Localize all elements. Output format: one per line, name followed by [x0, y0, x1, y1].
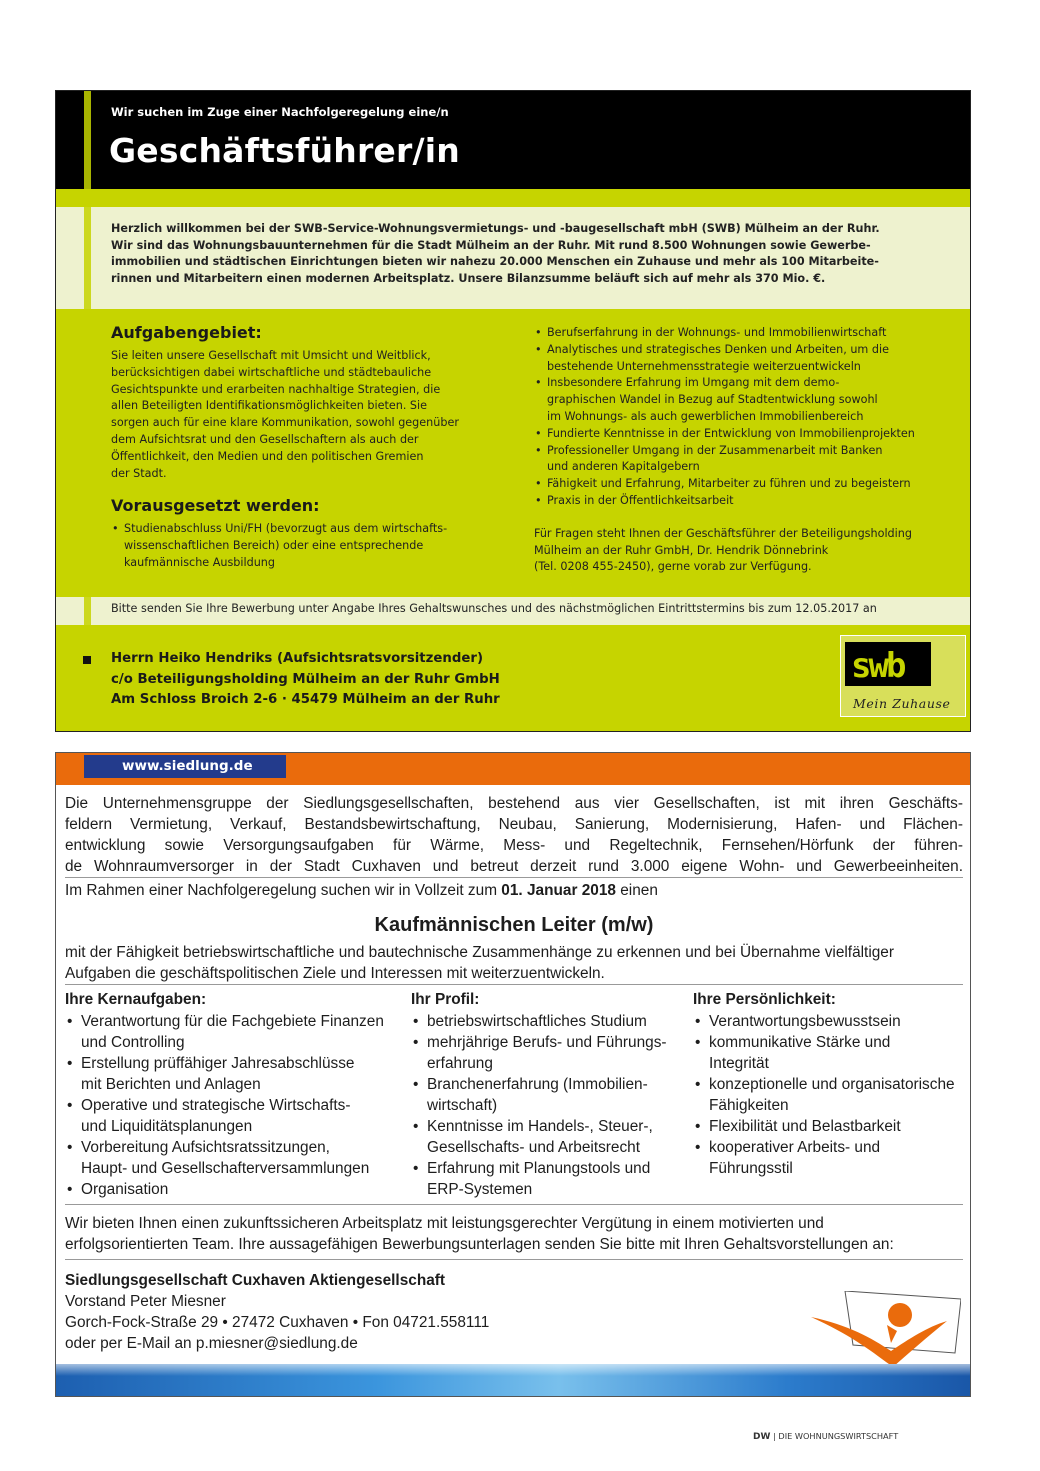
offer-line: Wir bieten Ihnen einen zukunftssicheren Arbeitsplatz mit leistungsgerechter Vergütung in einem motivierten und [65, 1215, 824, 1232]
profile-column [411, 989, 693, 1200]
swb-job-ad [55, 90, 971, 732]
siedlung-job-title: Kaufmännischen Leiter (m/w) [374, 914, 654, 936]
list-item: • Kenntnisse im Handels-, Steuer-, Gesellschafts- und Arbeitsrecht [411, 1116, 693, 1158]
swb-left-column [111, 323, 511, 572]
core-tasks-column [65, 989, 411, 1200]
intro-line: entwicklung sowie Versorgungsaufgaben für Wärme, Mess- und Regeltechnik, Fernsehen/Hörfunk der führen- [65, 837, 963, 854]
dw-logo: DW [753, 1432, 771, 1442]
intro-line: de Wohnraumversorger in der Stadt Cuxhaven und betreut derzeit rund 3.000 eigene Wohn- und Gewerbeeinheiten. [65, 858, 963, 875]
personality-column [693, 989, 963, 1200]
requirements-heading: Vorausgesetzt werden: [111, 496, 320, 516]
list-item: • Verantwortungsbewusstsein [693, 1011, 963, 1032]
tasks-line: der Stadt. [111, 466, 167, 480]
list-item: • Analytisches und strategisches Denken und Arbeiten, um die bestehende Unternehmensstrategie weiterzuentwickeln [534, 342, 959, 376]
tasks-line: Gesichtspunkte und erarbeiten nachhaltige Strategien, die [111, 382, 441, 396]
divider [65, 984, 963, 985]
swb-welcome-text [111, 221, 941, 287]
nachfolge-prefix: Im Rahmen einer Nachfolgeregelung suchen wir in Vollzeit zum [65, 882, 502, 899]
personality-list [693, 1011, 963, 1179]
siedlung-body [65, 793, 963, 1354]
core-tasks-list [65, 1011, 411, 1200]
list-item: • Professioneller Umgang in der Zusammenarbeit mit Banken und anderen Kapitalgebern [534, 443, 959, 477]
lime-strip [56, 189, 970, 207]
intro-line: feldern Vermietung, Verkauf, Bestandsbewirtschaftung, Neubau, Sanierung, Modernisierung, Hafen- und Flächen- [65, 816, 963, 833]
contact-line: Mülheim an der Ruhr GmbH, Dr. Hendrik Dönnebrink [534, 543, 829, 557]
qualifications-list [534, 325, 959, 510]
swb-address [111, 649, 500, 711]
list-item: • Berufserfahrung in der Wohnungs- und Immobilienwirtschaft [534, 325, 959, 342]
tasks-line: berücksichtigen dabei wirtschaftliche und städtebauliche [111, 365, 432, 379]
profile-heading: Ihr Profil: [411, 991, 480, 1008]
square-bullet-icon [83, 656, 91, 664]
address-line: c/o Beteiligungsholding Mülheim an der Ruhr GmbH [111, 671, 500, 687]
list-item: • Erfahrung mit Planungstools und ERP-Systemen [411, 1158, 693, 1200]
swb-logo-tagline: Mein Zuhause [853, 696, 951, 711]
list-item: • betriebswirtschaftliches Studium [411, 1011, 693, 1032]
magazine-name: DIE WOHNUNGSWIRTSCHAFT [778, 1431, 899, 1441]
nachfolge-suffix: einen [615, 882, 658, 899]
blue-wave-band [56, 1364, 970, 1396]
list-item: • Erstellung prüffähiger Jahresabschlüsse mit Berichten und Anlagen [65, 1053, 411, 1095]
nachfolge-line [65, 880, 963, 901]
tasks-heading: Aufgabengebiet: [111, 323, 262, 342]
list-item: • Fähigkeit und Erfahrung, Mitarbeiter zu führen und zu begeistern [534, 476, 959, 493]
requirement-columns [65, 989, 963, 1200]
list-item: • Studienabschluss Uni/FH (bevorzugt aus dem wirtschafts- wissenschaftlichen Bereich) oder eine entsprechende kaufmännische Ausbildung [111, 521, 511, 571]
welcome-line: immobilien und städtischen Einrichtungen bieten wir nahezu 20.000 Menschen ein Zuhause und mehr als 100 Mitarbeite- [111, 255, 879, 269]
contact-line: (Tel. 0208 455-2450), gerne vorab zur Verfügung. [534, 560, 812, 574]
tasks-line: allen Beteiligten Identifikationsmöglichkeiten bieten. Sie [111, 399, 428, 413]
email-contact[interactable]: oder per E-Mail an p.miesner@siedlung.de [65, 1335, 358, 1352]
vertical-accent-bar [84, 91, 91, 731]
swb-intro: Wir suchen im Zuge einer Nachfolgeregelung eine/n [111, 105, 449, 119]
contact-note [534, 526, 959, 576]
divider [65, 1204, 963, 1205]
profile-list [411, 1011, 693, 1200]
divider [65, 877, 963, 878]
intro-line: Die Unternehmensgruppe der Siedlungsgesellschaften, bestehend aus vier Gesellschaften, ist mit ihren Geschäfts- [65, 795, 963, 812]
tasks-line: Öffentlichkeit, den Medien und den politischen Gremien [111, 449, 424, 463]
send-application-line: Bitte senden Sie Ihre Bewerbung unter Angabe Ihres Gehaltswunsches und des nächstmöglichen Eintrittstermins bis zum 12.05.2017 an [111, 602, 877, 615]
ability-line: Aufgaben die geschäftspolitischen Ziele und Interessen mit weiterzuentwickeln. [65, 965, 605, 982]
address-line: Am Schloss Broich 2-6 · 45479 Mülheim an der Ruhr [111, 692, 500, 707]
welcome-line: Wir sind das Wohnungsbauunternehmen für die Stadt Mülheim an der Ruhr. Mit rund 8.500 Wohnungen sowie Gewerbe- [111, 238, 871, 252]
swb-logo [840, 635, 966, 717]
tasks-line: dem Aufsichtsrat und den Gesellschaftern als auch der [111, 432, 419, 446]
core-tasks-heading: Ihre Kernaufgaben: [65, 991, 207, 1008]
magazine-footer [753, 1431, 898, 1442]
swb-right-column [534, 325, 959, 576]
website-link[interactable]: www.siedlung.de [84, 755, 286, 778]
welcome-line: Herzlich willkommen bei der SWB-Service-Wohnungsvermietungs- und -baugesellschaft mbH (SWB) Mülheim an der Ruhr. [111, 222, 880, 235]
board-member: Vorstand Peter Miesner [65, 1293, 226, 1310]
list-item: • Fundierte Kenntnisse in der Entwicklung von Immobilienprojekten [534, 426, 959, 443]
list-item: • Organisation [65, 1179, 411, 1200]
list-item: • kooperativer Arbeits- und Führungsstil [693, 1137, 963, 1179]
list-item: • Flexibilität und Belastbarkeit [693, 1116, 963, 1137]
company-name: Siedlungsgesellschaft Cuxhaven Aktiengesellschaft [65, 1272, 446, 1289]
divider [65, 1259, 963, 1260]
offer-text [65, 1213, 963, 1255]
contact-line: Für Fragen steht Ihnen der Geschäftsführer der Beteiligungsholding [534, 526, 912, 540]
list-item: • Operative und strategische Wirtschafts- und Liquiditätsplanungen [65, 1095, 411, 1137]
list-item: • Verantwortung für die Fachgebiete Finanzen und Controlling [65, 1011, 411, 1053]
personality-heading: Ihre Persönlichkeit: [693, 991, 836, 1008]
list-item: • Branchenerfahrung (Immobilien- wirtschaft) [411, 1074, 693, 1116]
welcome-line: rinnen und Mitarbeitern einen modernen Arbeitsplatz. Unsere Bilanzsumme beläuft sich auf mehr als 370 Mio. €. [111, 271, 826, 285]
tasks-line: Sie leiten unsere Gesellschaft mit Umsicht und Weitblick, [111, 349, 431, 362]
tasks-text [111, 348, 511, 482]
requirements-list [111, 521, 511, 571]
list-item: • Praxis in der Öffentlichkeitsarbeit [534, 493, 959, 510]
start-date: 01. Januar 2018 [501, 882, 616, 899]
swb-logo-letters: swb [851, 646, 904, 686]
offer-line: erfolgsorientierten Team. Ihre aussagefähigen Bewerbungsunterlagen senden Sie bitte mit Ihren Gehaltsvorstellungen an: [65, 1236, 894, 1253]
list-item: • mehrjährige Berufs- und Führungs- erfahrung [411, 1032, 693, 1074]
footer-separator: | [773, 1431, 776, 1441]
ability-line: mit der Fähigkeit betriebswirtschaftliche und bautechnische Zusammenhänge zu erkennen und bei Übernahme vielfältiger [65, 944, 894, 961]
tasks-line: sorgen auch für eine klare Kommunikation, sowohl gegenüber [111, 416, 459, 430]
swb-job-title: Geschäftsführer/in [109, 131, 460, 170]
swb-logo-mark [845, 642, 931, 686]
postal-address: Gorch-Fock-Straße 29 • 27472 Cuxhaven • Fon 04721.558111 [65, 1314, 490, 1331]
address-line: Herrn Heiko Hendriks (Aufsichtsratsvorsitzender) [111, 651, 484, 666]
siedlung-job-ad [55, 752, 971, 1397]
list-item: • kommunikative Stärke und Integrität [693, 1032, 963, 1074]
list-item: • konzeptionelle und organisatorische Fähigkeiten [693, 1074, 963, 1116]
list-item: • Insbesondere Erfahrung im Umgang mit dem demo- graphischen Wandel in Bezug auf Stadtentwicklung sowohl im Wohnungs- als auch gewerblichen Immobilienbereich [534, 375, 959, 425]
list-item: • Vorbereitung Aufsichtsratssitzungen, Haupt- und Gesellschafterversammlungen [65, 1137, 411, 1179]
